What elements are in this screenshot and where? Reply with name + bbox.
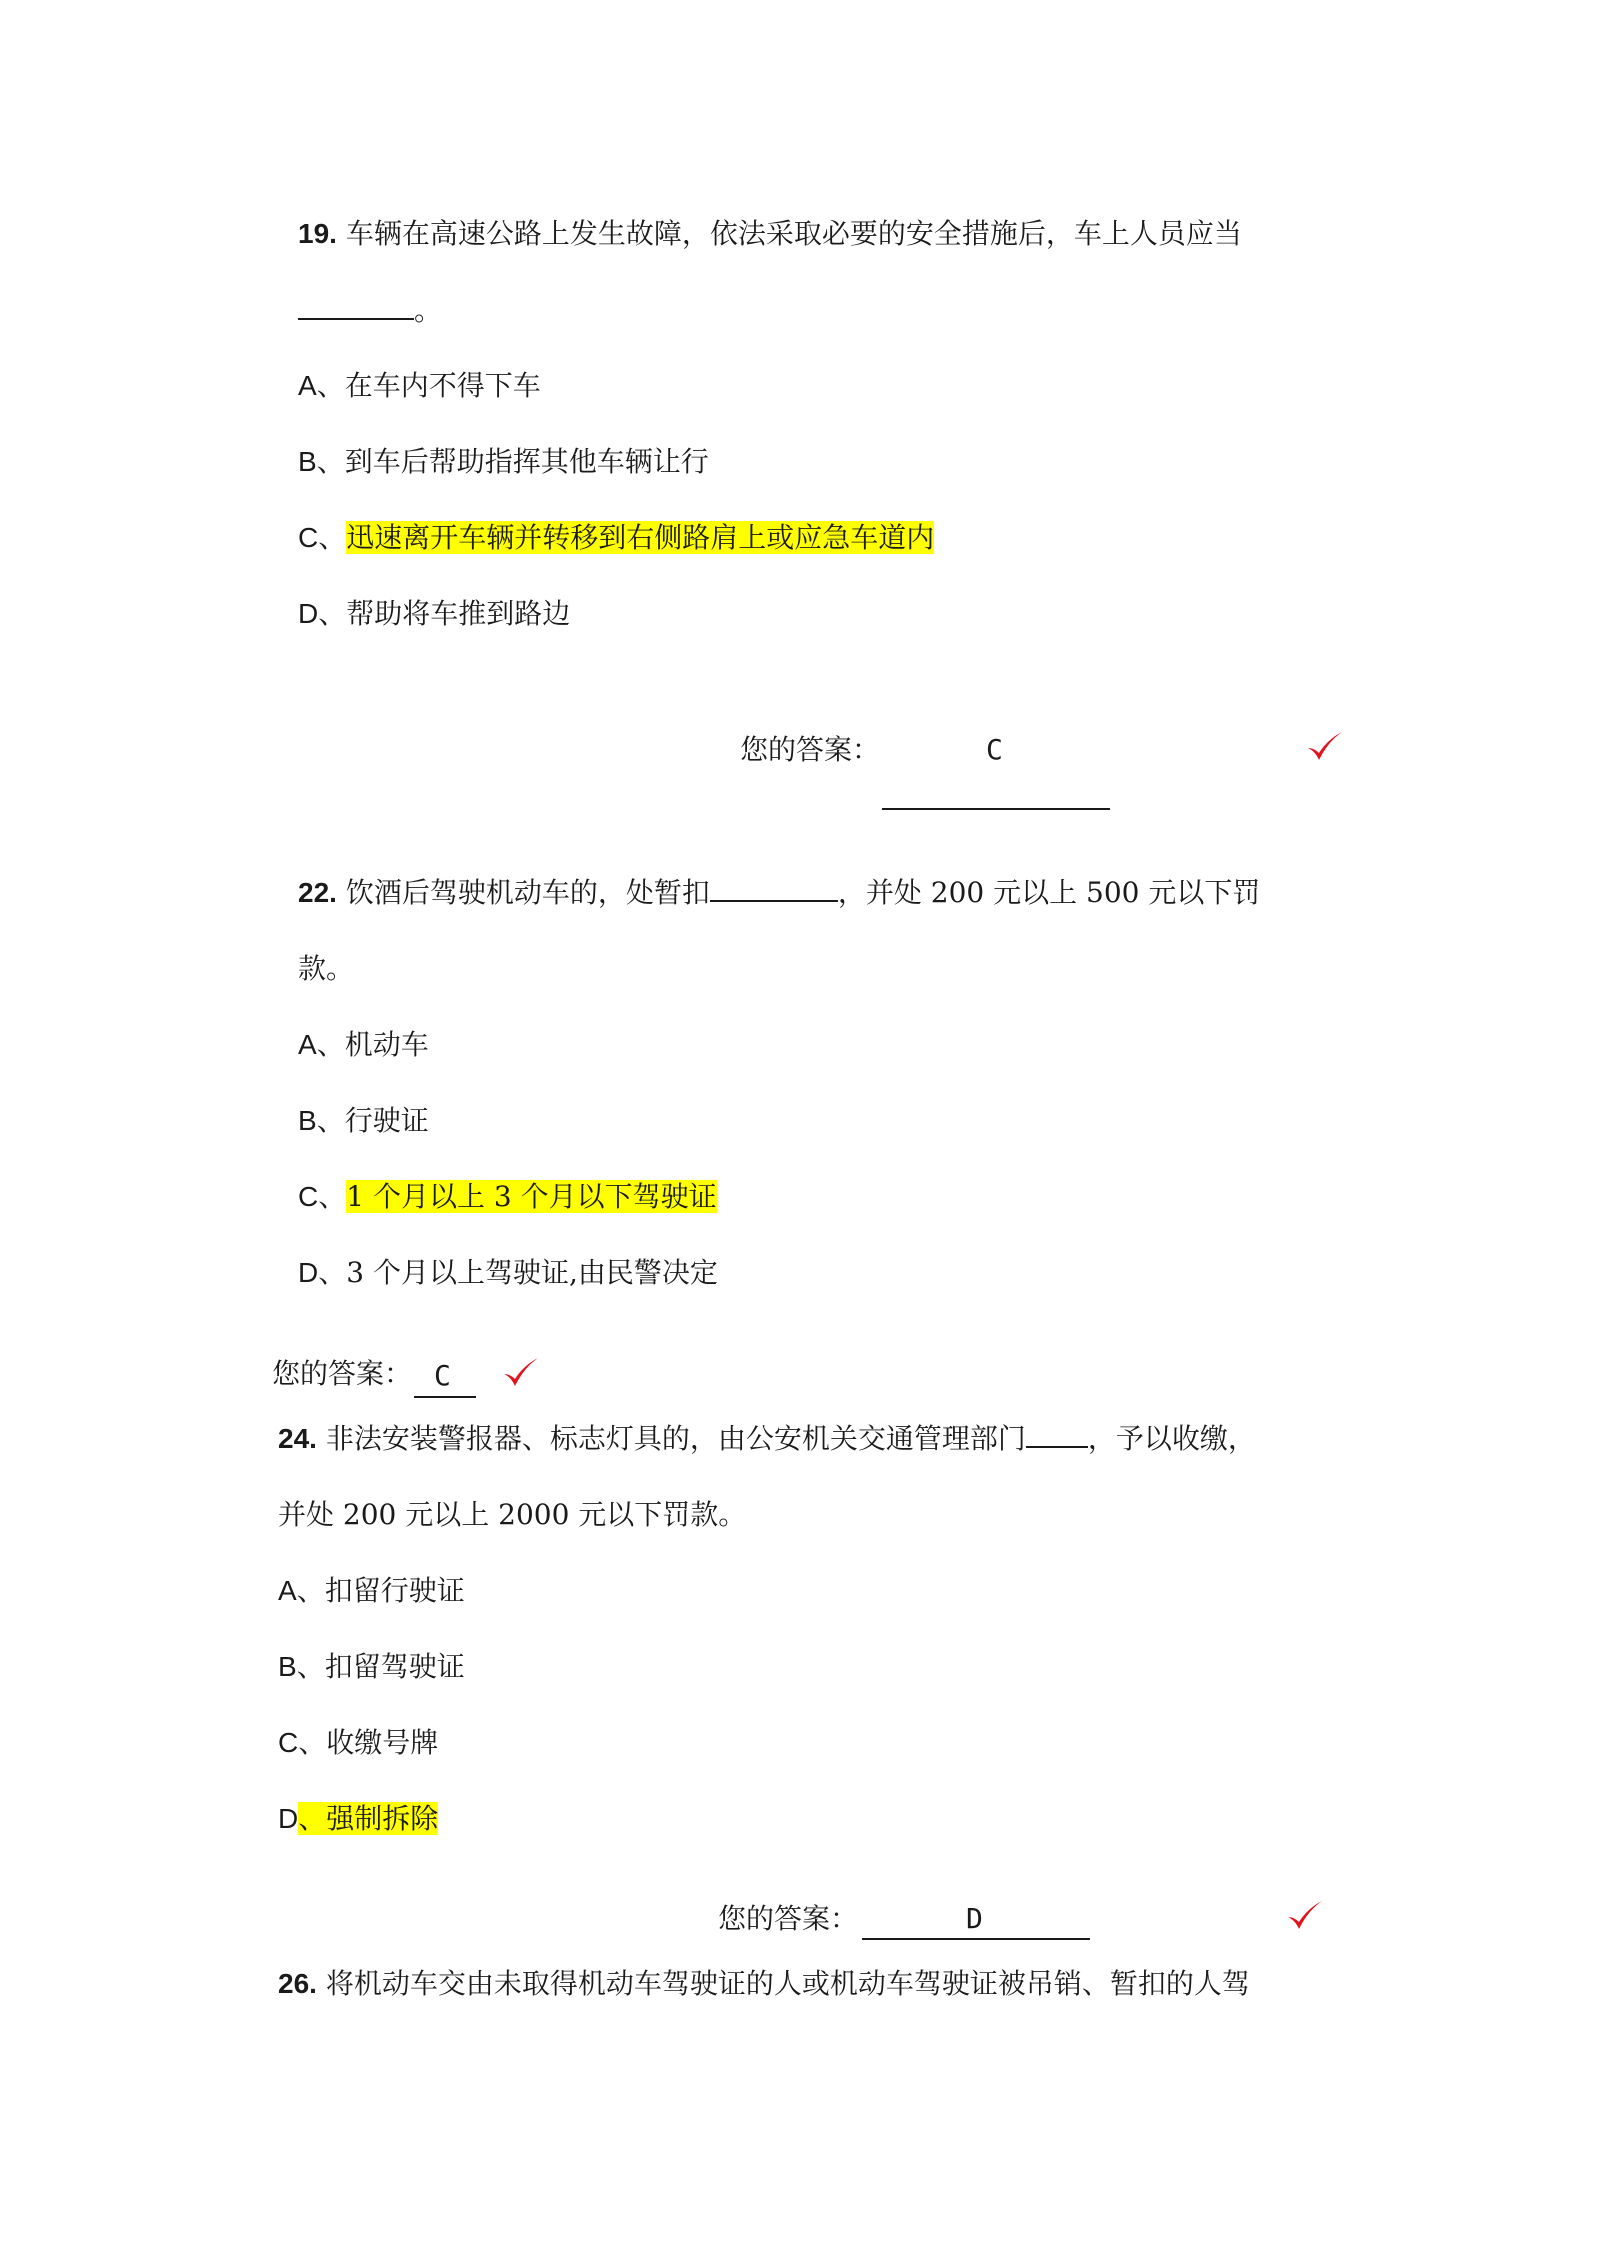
option-a: A、扣留行驶证 [278, 1574, 465, 1607]
your-answer-value: C [434, 1359, 451, 1392]
highlighted-answer: 1 个月以上 3 个月以下驾驶证 [346, 1180, 717, 1213]
your-answer-value: C [986, 733, 1003, 766]
option-a: A、机动车 [298, 1028, 429, 1061]
question-text: ，并处 200 元以上 500 元以下罚 [837, 876, 1261, 909]
question-number: 22. [298, 877, 337, 908]
option-c: C、1 个月以上 3 个月以下驾驶证 [298, 1180, 717, 1213]
option-d: D、3 个月以上驾驶证,由民警决定 [298, 1256, 718, 1289]
check-icon [502, 1356, 540, 1390]
question-stem [298, 214, 1242, 254]
option-b: B、扣留驾驶证 [278, 1650, 465, 1683]
option-b: B、行驶证 [298, 1104, 429, 1137]
question-text: 非法安装警报器、标志灯具的，由公安机关交通管理部门 [325, 1422, 1026, 1455]
your-answer-label: 您的答案： [718, 1902, 859, 1935]
question-stem [278, 1419, 1256, 1459]
highlighted-answer: 迅速离开车辆并转移到右侧路肩上或应急车道内 [346, 521, 935, 554]
your-answer-label: 您的答案： [272, 1357, 413, 1390]
answer-underline [414, 1396, 476, 1398]
question-text: 将机动车交由未取得机动车驾驶证的人或机动车驾驶证被吊销、暂扣的人驾 [325, 1967, 1250, 2000]
fill-blank [298, 292, 414, 320]
answer-underline [862, 1938, 1090, 1940]
your-answer-label: 您的答案： [740, 733, 881, 766]
option-d: D、帮助将车推到路边 [298, 597, 571, 630]
option-c: C、迅速离开车辆并转移到右侧路肩上或应急车道内 [298, 521, 935, 554]
question-text: ，予以收缴， [1087, 1422, 1256, 1455]
highlighted-answer: 、强制拆除 [298, 1802, 439, 1835]
option-d: D、强制拆除 [278, 1802, 439, 1835]
question-text: 饮酒后驾驶机动车的，处暂扣 [345, 876, 710, 909]
answer-underline [882, 808, 1110, 810]
question-text: 。 [414, 294, 443, 327]
question-stem [298, 873, 1260, 913]
question-text: 车辆在高速公路上发生故障，依法采取必要的安全措施后，车上人员应当 [345, 217, 1242, 250]
question-stem [278, 1964, 1250, 2004]
question-stem-continued: 款。 [298, 952, 355, 985]
fill-blank [1026, 1420, 1088, 1448]
check-icon [1286, 1899, 1324, 1933]
question-number: 24. [278, 1423, 317, 1454]
fill-blank [710, 874, 838, 902]
option-a: A、在车内不得下车 [298, 369, 541, 402]
question-number: 19. [298, 218, 337, 249]
option-c: C、收缴号牌 [278, 1726, 439, 1759]
your-answer-value: D [966, 1902, 983, 1935]
question-stem-continued: 并处 200 元以上 2000 元以下罚款。 [278, 1498, 747, 1531]
question-number: 26. [278, 1968, 317, 1999]
option-b: B、到车后帮助指挥其他车辆让行 [298, 445, 709, 478]
question-stem-continued [298, 291, 442, 331]
check-icon [1306, 730, 1344, 764]
